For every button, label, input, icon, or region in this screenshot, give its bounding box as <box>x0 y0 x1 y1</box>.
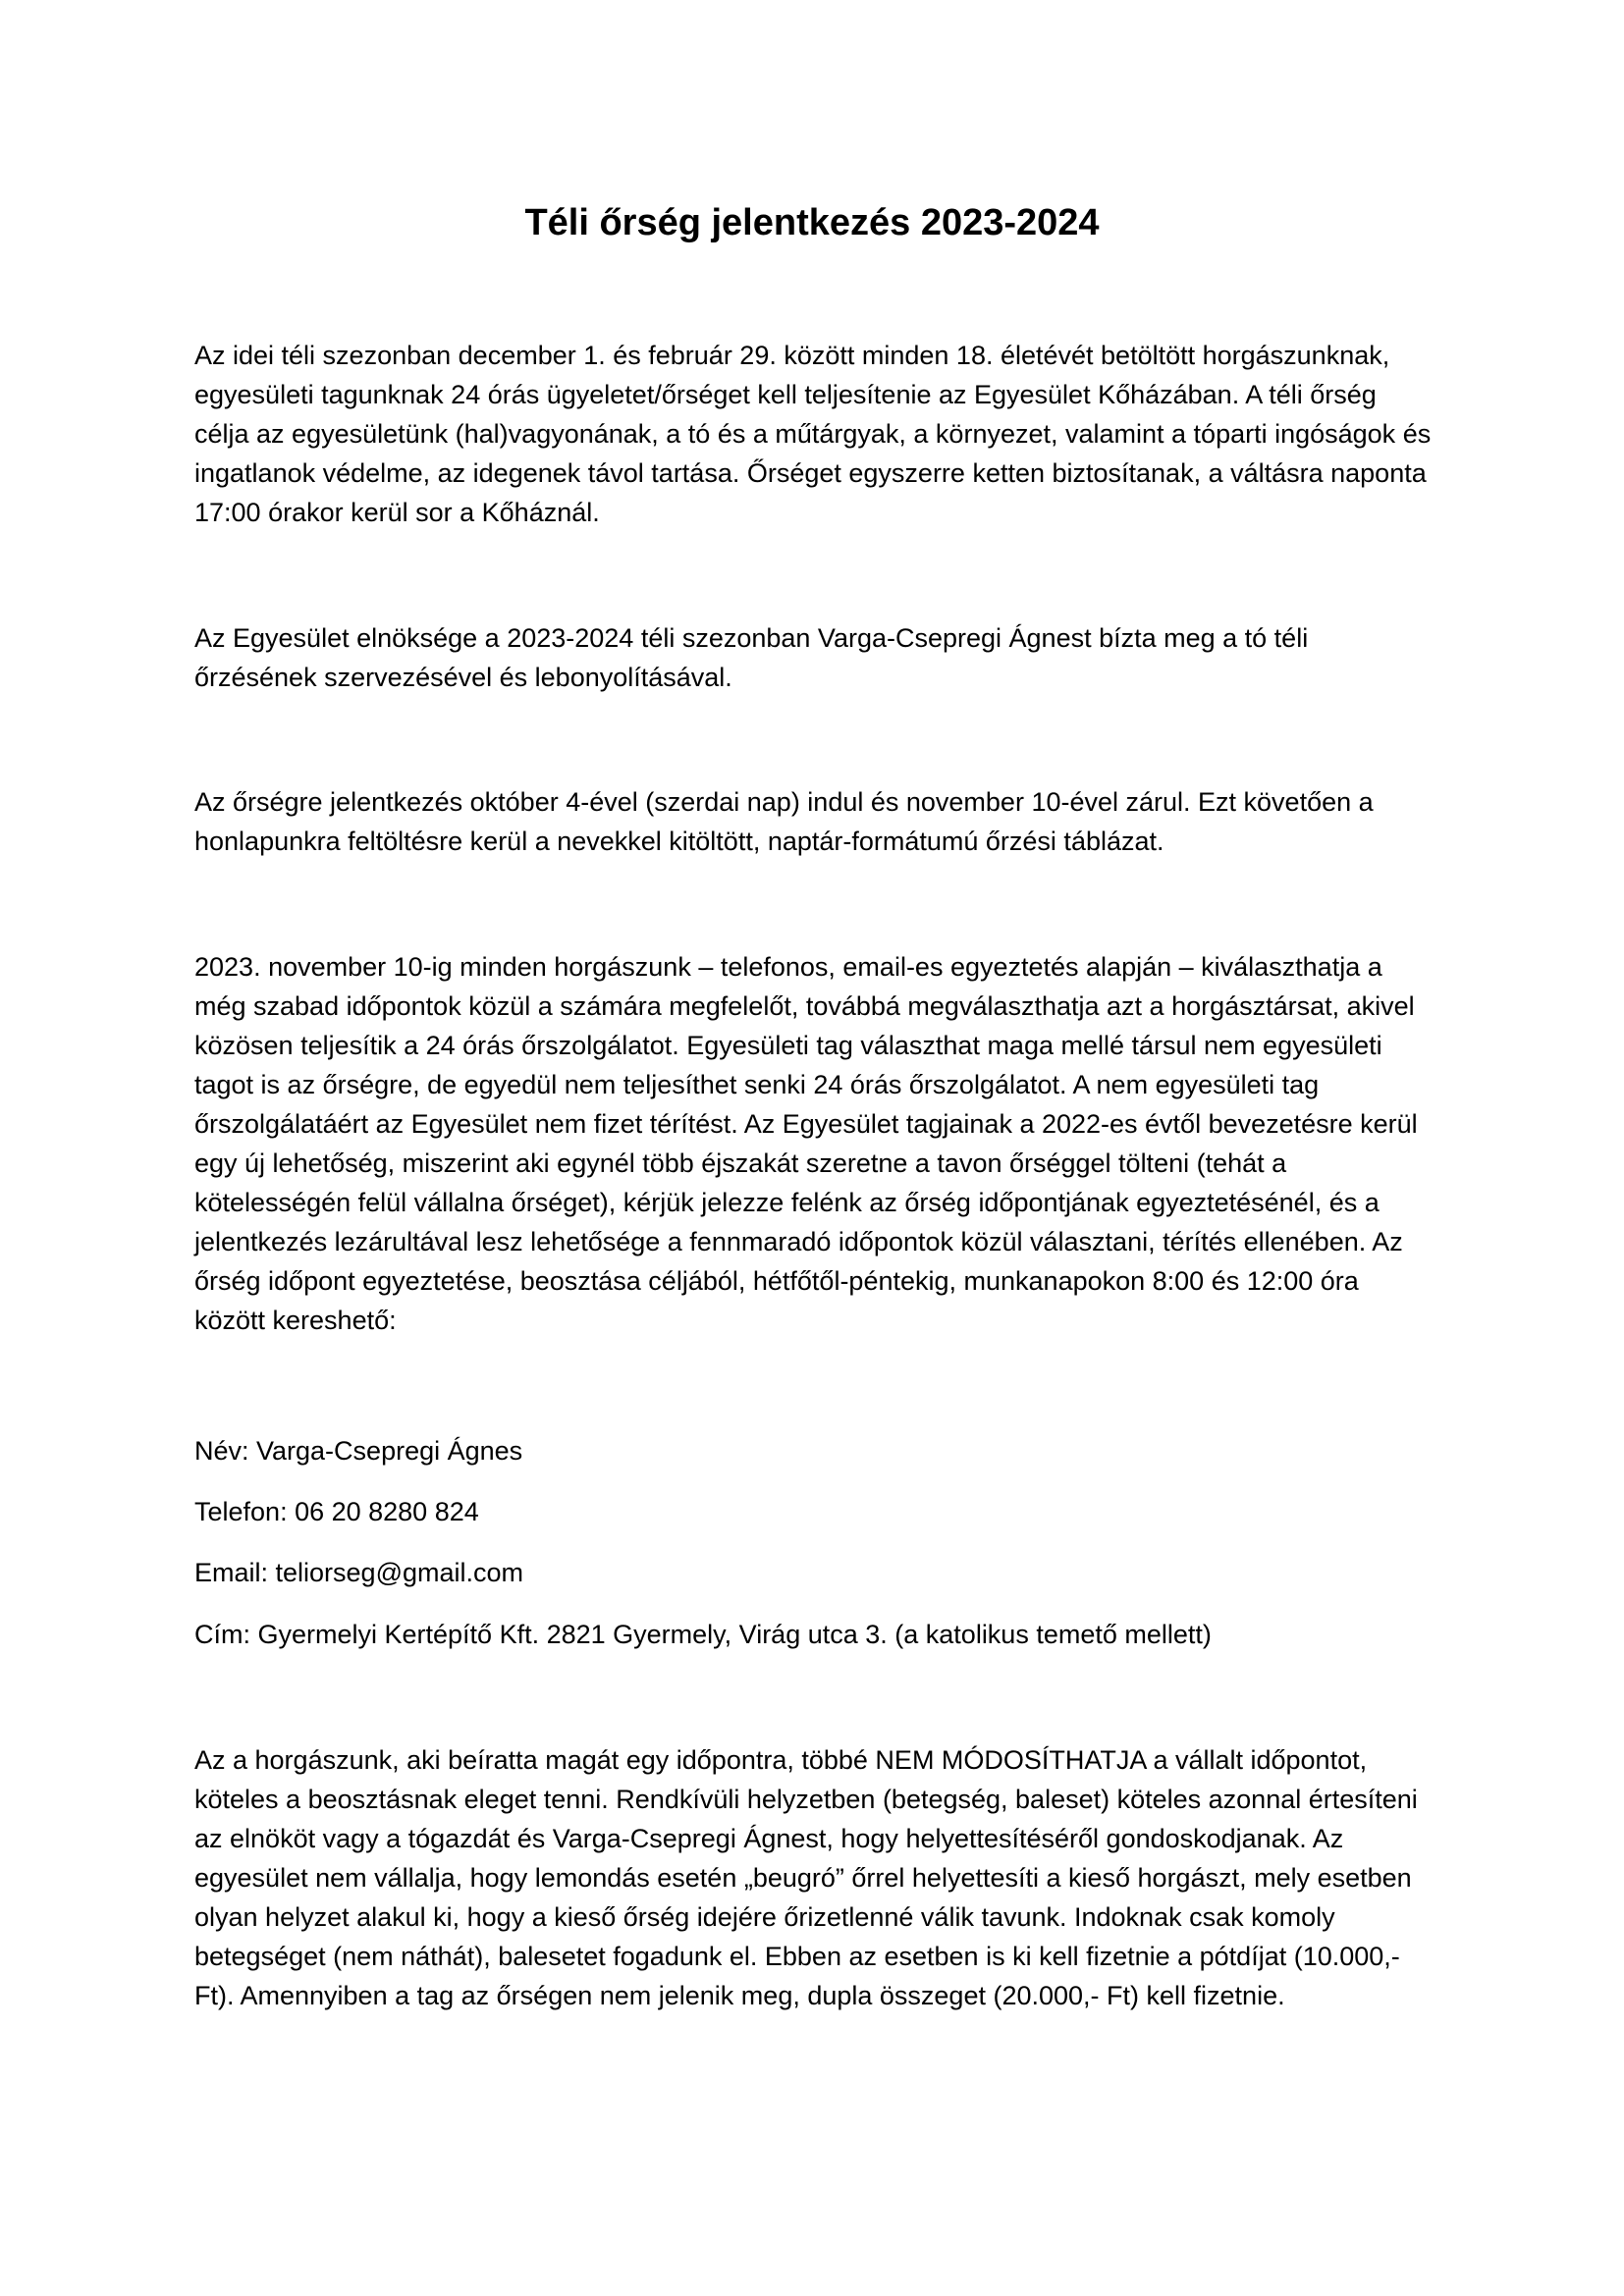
contact-email: Email: teliorseg@gmail.com <box>194 1558 524 1587</box>
contact-phone: Telefon: 06 20 8280 824 <box>194 1497 479 1526</box>
paragraph-season-intro: Az idei téli szezonban december 1. és február 29. között minden 18. életévét betöltött horgászunknak, egyesületi tagunknak 24 órás ügyeletet/őrséget kell teljesítenie az Egyesület Kőházában. A téli őrség célja az egyesületünk (hal)vagyonának, a tó és a műtárgyak, a környezet, valamint a tóparti ingóságok és ingatlanok védelme, az idegenek távol tartása. Őrséget egyszerre ketten biztosítanak, a váltásra naponta 17:00 órakor kerül sor a Kőháznál. <box>194 341 1432 527</box>
contact-name: Név: Varga-Csepregi Ágnes <box>194 1436 523 1466</box>
paragraph-scheduling-rules: 2023. november 10-ig minden horgászunk – telefonos, email-es egyeztetés alapján – kiválaszthatja a még szabad időpontok közül a számára megfelelőt, továbbá megválaszthatja azt a horgásztársat, akivel közösen teljesítik a 24 órás őrszolgálatot. Egyesületi tag választhat maga mellé társul nem egyesületi tagot is az őrségre, de egyedül nem teljesíthet senki 24 órás őrszolgálatot. A nem egyesületi tag őrszolgálatáért az Egyesület nem fizet térítést. Az Egyesület tagjainak a 2022-es évtől bevezetésre kerül egy új lehetőség, miszerint aki egynél több éjszakát szeretne a tavon őrséggel tölteni (tehát a kötelességén felül vállalna őrséget), kérjük jelezze felénk az őrség időpontjának egyeztetésénél, és a jelentkezés lezárultával lesz lehetősége a fennmaradó időpontok közül választani, térítés ellenében. Az őrség időpont egyeztetése, beosztása céljából, hétfőtől-péntekig, munkanapokon 8:00 és 12:00 óra között kereshető: <box>194 952 1418 1335</box>
paragraph-organizer: Az Egyesület elnöksége a 2023-2024 téli szezonban Varga-Csepregi Ágnest bízta meg a tó téli őrzésének szervezésével és lebonyolításával. <box>194 623 1309 692</box>
paragraph-registration-period: Az őrségre jelentkezés október 4-ével (szerdai nap) indul és november 10-ével zárul. Ezt követően a honlapunkra feltöltésre kerül a nevekkel kitöltött, naptár-formátumú őrzési táblázat. <box>194 787 1374 856</box>
document-title: Téli őrség jelentkezés 2023-2024 <box>524 202 1100 243</box>
contact-address: Cím: Gyermelyi Kertépítő Kft. 2821 Gyermely, Virág utca 3. (a katolikus temető mellett) <box>194 1620 1212 1649</box>
paragraph-obligations: Az a horgászunk, aki beíratta magát egy időpontra, többé NEM MÓDOSÍTHATJA a vállalt időpontot, köteles a beosztásnak eleget tenni. Rendkívüli helyzetben (betegség, baleset) köteles azonnal értesíteni az elnököt vagy a tógazdát és Varga-Csepregi Ágnest, hogy helyettesítéséről gondoskodjanak. Az egyesület nem vállalja, hogy lemondás esetén „beugró” őrrel helyettesíti a kieső horgászt, mely esetben olyan helyzet alakul ki, hogy a kieső őrség idejére őrizetlenné válik tavunk. Indoknak csak komoly betegséget (nem náthát), balesetet fogadunk el. Ebben az esetben is ki kell fizetnie a pótdíjat (10.000,- Ft). Amennyiben a tag az őrségen nem jelenik meg, dupla összeget (20.000,- Ft) kell fizetnie. <box>194 1745 1418 2010</box>
